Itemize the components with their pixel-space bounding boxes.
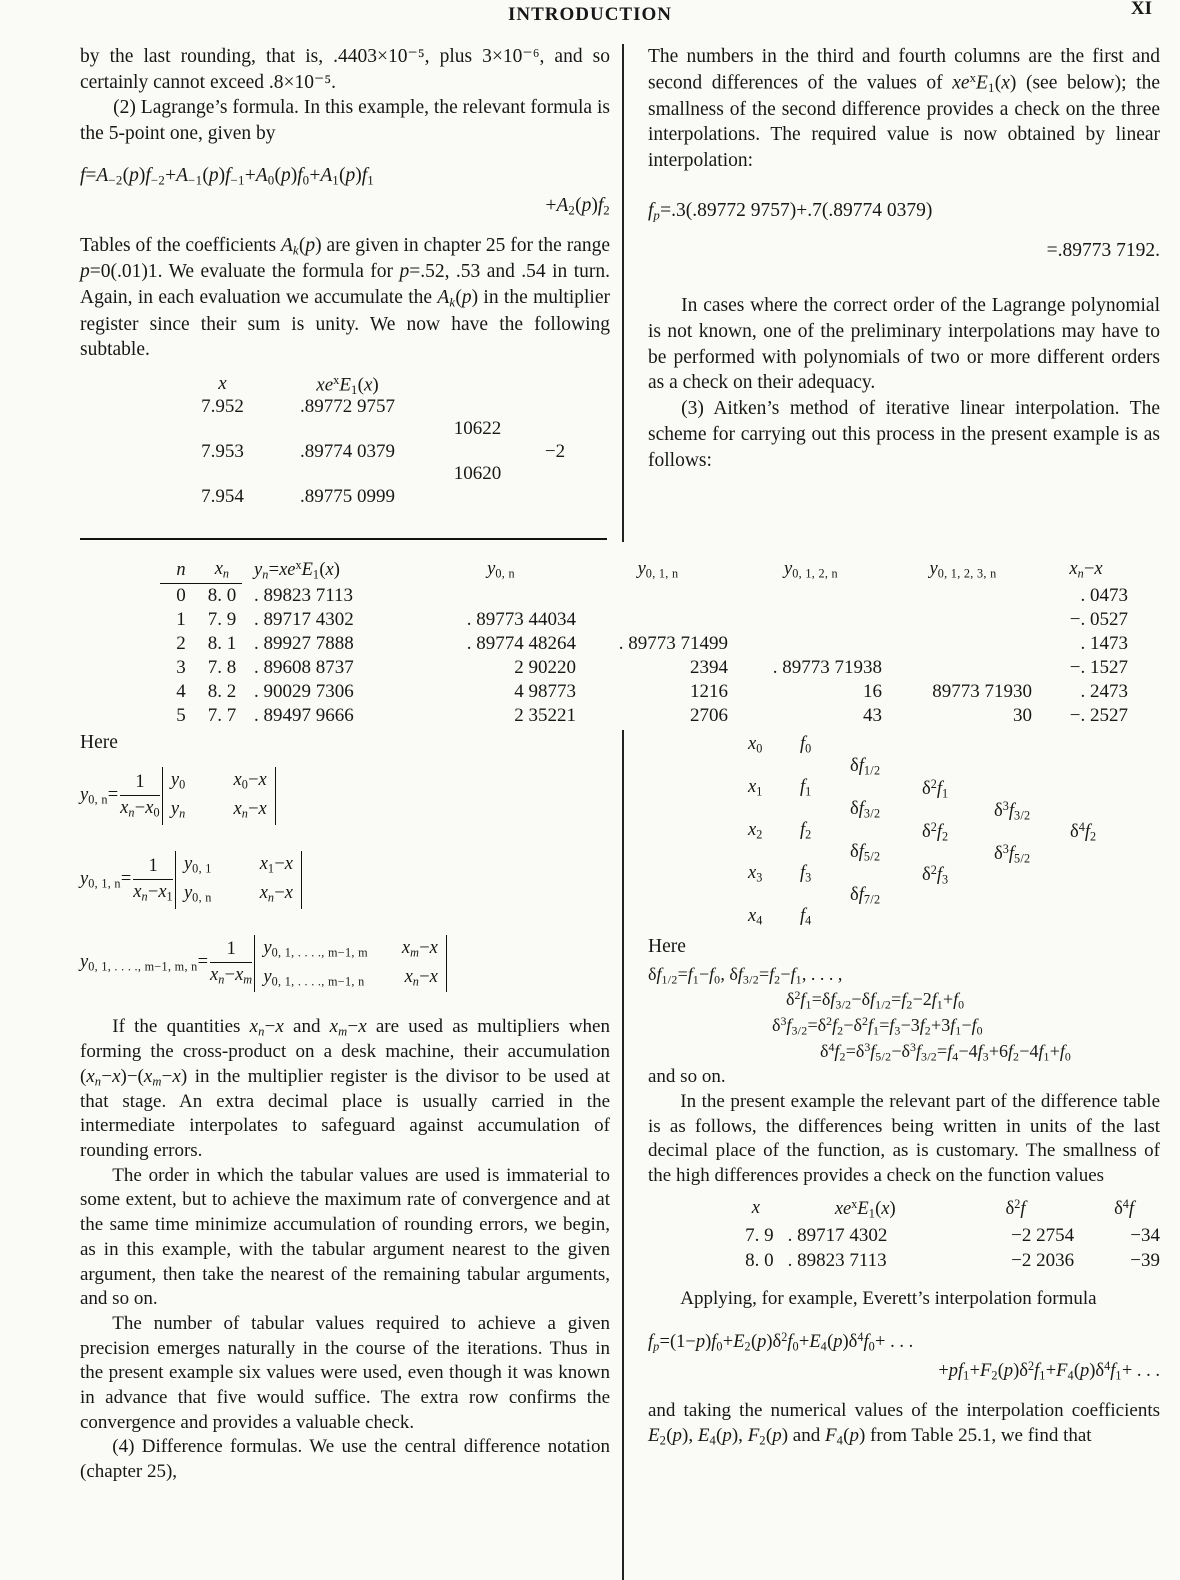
cell [414, 584, 576, 609]
linear-interpolation-result [648, 196, 1160, 265]
det3-numerator: 1 [210, 939, 252, 963]
cell [882, 584, 1032, 609]
lagrange-5point-formula [80, 161, 610, 221]
cell: −34 [1130, 1225, 1160, 1247]
diagram-x4: $x_4$ [748, 906, 763, 928]
subtable-diff1-1: 10620 [453, 463, 502, 485]
det1-fraction [120, 772, 160, 820]
paragraph-aitken-method: (3) Aitken’s method of iterative linear interpolation. The scheme for carrying out this process in the present example is as follows: [648, 398, 1160, 471]
difference-diagram [748, 734, 1160, 928]
paragraph-present-example: In the present example the relevant part of the difference table is as follows, the differences being written in units of the last decimal place of the function, as is customary. The smallness of the high differences provides a check on the function values [648, 1090, 1160, 1186]
subtable-header-x: x [218, 373, 227, 395]
delta-line-2: $\delta^2f_1=\delta f_{3/2}-\delta f_{1/2}=f_2-2f_1+f_0$ [786, 988, 965, 1012]
cell [882, 656, 1032, 680]
cell: 4 98773 [514, 681, 576, 702]
cell: . 89497 9666 [254, 705, 354, 726]
paragraph-number-of-values: The number of tabular values required to achieve a given precision emerges naturally in the course of the iterations. Thus in the present example six values were used, even though it was known in advance that five would suffice. The extra row confirms the convergence and provides a valuable check. [80, 1312, 610, 1433]
table-row [160, 632, 1128, 656]
cell: . 89774 48264 [466, 633, 576, 654]
lower-left-column [80, 730, 610, 1580]
cell: −2 2754 [1011, 1225, 1075, 1247]
cell: 3 [176, 657, 186, 678]
diagram-df32: $\delta f_{3/2}$ [850, 798, 881, 820]
dtable-header-y: $xe^xE_1(x)$ [834, 1196, 896, 1221]
cell: 89773 71930 [932, 681, 1032, 702]
cell: −. 0527 [1069, 609, 1128, 630]
interpolation-subtable [180, 373, 610, 508]
aitken-header-y0123n: $y_{0, 1, 2, 3, n}$ [929, 559, 997, 581]
aitken-header-xnx: $x_n-x$ [1069, 559, 1103, 581]
table-row [160, 584, 1128, 609]
det3-denominator: $x_n-x_m$ [210, 965, 253, 987]
dtable-header-x: x [751, 1198, 760, 1219]
here-label-right: Here [648, 935, 686, 957]
cell: 2394 [690, 657, 728, 678]
table-row [160, 608, 1128, 632]
paragraph-rounding: by the last rounding, that is, .4403×10⁻⁵, plus 3×10⁻⁶, and so certainly cannot exceed .8×10⁻⁵. [80, 46, 610, 93]
cell: 2 [176, 633, 186, 654]
delta-definitions [648, 962, 1160, 1066]
subtable-y-2: .89775 0999 [300, 485, 395, 507]
paragraph-numbers-columns: The numbers in the third and fourth columns are the first and second differences of the values of $xe^xE_1(x)$ (see below); the smallness of the second difference provides a check on the three interpolations. The required value is now obtained by linear interpolation: [648, 46, 1160, 172]
det1-determinant [162, 767, 276, 825]
subtable-header-y: $xe^xE_1(x)$ [316, 373, 379, 397]
det1-numerator: 1 [120, 772, 160, 796]
cell: 8. 2 [207, 681, 237, 702]
cell: 1 [176, 609, 186, 630]
diagram-f0: $f_0$ [800, 734, 812, 756]
subtable-diff2: −2 [544, 440, 566, 462]
cell: 1216 [690, 681, 728, 702]
diagram-df52: $\delta f_{5/2}$ [850, 841, 881, 863]
cell: . 89773 71499 [618, 633, 728, 654]
subtable-x-2: 7.954 [201, 485, 244, 507]
diagram-d2f1: $\delta^2f_1$ [922, 777, 949, 801]
upper-left-column [80, 44, 610, 542]
cell: 7. 9 [207, 609, 237, 630]
subtable-diff1-0: 10622 [453, 418, 502, 440]
cell: 30 [1013, 705, 1032, 726]
diagram-x0: $x_0$ [748, 734, 763, 756]
cell: . 90029 7306 [254, 681, 354, 702]
aitken-header-row [160, 558, 1128, 584]
fp-line-1: $f_p=.3(.89772$ 9757)+.7(.89774 0379) [648, 199, 933, 223]
cell: . 89717 4302 [787, 1225, 888, 1247]
det3-m22: $x_n-x$ [404, 967, 438, 989]
diagram-x3: $x_3$ [748, 863, 763, 885]
det3-m21: $y_{0, 1, . . . ., m-1, n}$ [263, 967, 365, 989]
diagram-df72: $\delta f_{7/2}$ [850, 884, 881, 906]
cell: 16 [863, 681, 882, 702]
delta-line-4: $\delta^4f_2=\delta^3f_{5/2}-\delta^3f_{3/2}=f_4-4f_3+6f_2-4f_1+f_0$ [820, 1040, 1072, 1064]
paragraph-taking-values: and taking the numerical values of the interpolation coefficients $E_2(p)$, $E_4(p)$, $F_2(p)$ and $F_4(p)$ from Table 25.1, we find that [648, 1400, 1160, 1448]
everett-line-1: $f_p=(1-p)f_0+E_2(p)\delta^2f_0+E_4(p)\delta^4f_0+$ . . . [648, 1329, 914, 1354]
delta-line-1: $\delta f_{1/2}=f_1-f_0$, $\delta f_{3/2}=f_2-f_1$, . . . , [648, 963, 843, 986]
cell [728, 608, 882, 632]
det2-m21: $y_{0, n}$ [183, 883, 212, 905]
paragraph-and-so-on: and so on. [648, 1066, 726, 1088]
dtable-header-d4f: $\delta^4f$ [1114, 1197, 1135, 1220]
cell: 4 [176, 681, 186, 702]
det2-m12: $x_1-x$ [259, 853, 293, 876]
everett-formula [648, 1328, 1160, 1386]
cell: 5 [176, 705, 186, 726]
det2-fraction [133, 856, 173, 904]
cell: −. 2527 [1069, 705, 1128, 726]
cell: 7. 8 [207, 657, 237, 678]
aitken-header-y012n: $y_{0, 1, 2, n}$ [784, 559, 838, 581]
dtable-header-d2f: $\delta^2f$ [1005, 1197, 1026, 1220]
cell: . 1473 [1080, 633, 1128, 654]
cell: 2 35221 [514, 705, 576, 726]
subtable-y-0: .89772 9757 [300, 395, 395, 417]
cell: . 89823 7113 [787, 1250, 887, 1272]
diagram-f4: $f_4$ [800, 906, 812, 928]
cell: 7. 7 [207, 705, 237, 726]
fp-line-2: =.89773 7192. [1046, 239, 1160, 261]
det3-m11: $y_{0, 1, . . . ., m-1, m}$ [263, 937, 368, 960]
lower-right-column [648, 730, 1160, 1580]
cell [882, 632, 1032, 656]
aitken-header-yn: $y_n=xe^xE_1(x)$ [254, 558, 340, 582]
det2-lhs: $y_{0, 1, n}=$ [80, 868, 132, 890]
cell: 43 [863, 705, 882, 726]
det2-m22: $x_n-x$ [259, 883, 293, 905]
cell: . 89717 4302 [254, 609, 354, 630]
cell: . 0473 [1080, 584, 1128, 606]
diagram-d3f52: $\delta^3f_{5/2}$ [994, 841, 1031, 865]
diagram-f3: $f_3$ [800, 863, 812, 885]
det2-m11: $y_{0, 1}$ [183, 853, 212, 876]
diagram-d3f32: $\delta^3f_{3/2}$ [994, 798, 1031, 822]
det3-lhs: $y_{0, 1, . . . ., m-1, m, n}=$ [80, 952, 208, 974]
diagram-f2: $f_2$ [800, 820, 812, 842]
cell: . 89773 71938 [772, 657, 882, 678]
cell [882, 608, 1032, 632]
cell: . 89823 7113 [254, 584, 354, 606]
table-row [724, 1248, 1160, 1273]
subtable-y-1: .89774 0379 [300, 440, 395, 462]
det1-m11: $y_0$ [170, 770, 186, 792]
cell: . 89608 8737 [254, 657, 354, 678]
determinant-formula-3 [80, 935, 610, 993]
upper-columns [0, 44, 1180, 542]
column-divider-lower [622, 730, 624, 1580]
paragraph-quantities: If the quantities $x_n-x$ and $x_m-x$ are used as multipliers when forming the cross-product on a desk machine, their accumulation $(x_n-x)-(x_m-x)$ in the multiplier register is the divisor to be used at that stage. An extra decimal place is usually carried in the intermediate interpolates to safeguard against accumulation of rounding errors. [80, 1016, 610, 1162]
diagram-f1: $f_1$ [800, 777, 812, 799]
diagram-x1: $x_1$ [748, 777, 763, 799]
det3-m12: $x_m-x$ [401, 937, 438, 960]
cell [728, 632, 882, 656]
subtable-x-0: 7.952 [201, 395, 244, 417]
paragraph-order: The order in which the tabular values are used is immaterial to some extent, but to achieve the maximum rate of convergence and at the same time minimize accumulation of rounding errors, we begin, as in this example, with the tabular argument nearest to the given argument, then take the nearest of the remaining tabular arguments, and so on. [80, 1164, 610, 1310]
det1-m22: $x_n-x$ [233, 799, 267, 821]
det1-m21: $y_n$ [170, 799, 186, 821]
diagram-d2f2: $\delta^2f_2$ [922, 820, 949, 844]
difference-table [724, 1197, 1160, 1274]
cell [576, 584, 728, 609]
diagram-x2: $x_2$ [748, 820, 763, 842]
formula-line-2: $+A_2(p)f_2$ [545, 194, 610, 218]
det2-determinant [175, 851, 302, 909]
paragraph-lagrange-formula: (2) Lagrange’s formula. In this example, the relevant formula is the 5-point one, given by [80, 97, 610, 145]
cell: 2706 [690, 705, 728, 726]
here-label-left: Here [80, 732, 118, 753]
cell: 7. 9 [745, 1225, 774, 1247]
column-divider-upper [622, 44, 624, 542]
det2-numerator: 1 [133, 856, 173, 880]
det2-denominator: $x_n-x_1$ [133, 881, 173, 903]
aitken-header-n: n [160, 558, 190, 584]
page-title: INTRODUCTION [507, 4, 673, 25]
everett-line-2: $+pf_1+F_2(p)\delta^2f_1+F_4(p)\delta^4f_1+$ . . . [938, 1358, 1160, 1383]
paragraph-applying-everett: Applying, for example, Everett’s interpolation formula [680, 1288, 1097, 1310]
column-bottom-rule [80, 538, 607, 541]
aitken-header-y01n: $y_{0, 1, n}$ [637, 559, 679, 581]
diagram-d2f3: $\delta^2f_3$ [922, 863, 949, 887]
cell [576, 608, 728, 632]
cell: 2 90220 [514, 657, 576, 678]
table-row [160, 656, 1128, 680]
cell: 8. 1 [207, 633, 237, 654]
delta-line-3: $\delta^3f_{3/2}=\delta^2f_2-\delta^2f_1=f_3-3f_2+3f_1-f_0$ [772, 1014, 983, 1038]
det3-fraction [210, 939, 252, 987]
cell: . 89773 44034 [466, 609, 576, 630]
cell: 0 [176, 585, 186, 606]
aitken-table [160, 558, 1128, 728]
cell: . 2473 [1080, 681, 1128, 702]
aitken-scheme-block [0, 558, 1180, 726]
cell: −2 2036 [1011, 1250, 1075, 1272]
det1-denominator: $x_n-x_0$ [120, 797, 160, 820]
formula-line-1: $f=A_{-2}(p)f_{-2}+A_{-1}(p)f_{-1}+A_0(p)f_0+A_1(p)f_1$ [80, 164, 374, 188]
diagram-d4f2: $\delta^4f_2$ [1070, 820, 1097, 844]
det3-determinant [254, 935, 446, 993]
paragraph-tables-coefficients: Tables of the coefficients $A_k(p)$ are given in chapter 25 for the range p=0(.01)1. We evaluate the formula for p=.52, .53 and .54 in turn. Again, in each evaluation we accumulate the $A_k(p)$ in the multiplier register since their sum is unity. We now have the following subtable. [80, 234, 611, 361]
table-row [724, 1223, 1160, 1248]
running-head [0, 0, 1180, 34]
determinant-formula-2 [80, 851, 610, 909]
table-row [160, 680, 1128, 704]
cell: 8. 0 [745, 1250, 774, 1272]
cell: −. 1527 [1069, 657, 1128, 678]
cell: . 89927 7888 [254, 633, 354, 654]
page-number: XI [1130, 0, 1152, 19]
determinant-formula-1 [80, 767, 610, 825]
aitken-header-y0n: $y_{0, n}$ [487, 559, 515, 581]
cell [728, 584, 882, 609]
cell: −39 [1130, 1250, 1160, 1272]
lower-columns [0, 730, 1180, 1580]
paragraph-difference-formulas: (4) Difference formulas. We use the central difference notation (chapter 25), [80, 1436, 610, 1483]
aitken-header-xn: $x_n$ [190, 558, 242, 584]
subtable-x-1: 7.953 [201, 440, 244, 462]
table-row [160, 704, 1128, 728]
dtable-header-row [724, 1197, 1160, 1224]
det1-lhs: $y_{0, n}=$ [80, 784, 119, 807]
upper-right-column [648, 44, 1160, 542]
diagram-df12: $\delta f_{1/2}$ [850, 755, 881, 777]
cell: 8. 0 [207, 585, 237, 606]
paragraph-cases-order: In cases where the correct order of the Lagrange polynomial is not known, one of the preliminary interpolations may have to be performed with polynomials of two or more different orders as a check on their adequacy. [648, 295, 1160, 394]
det1-m12: $x_0-x$ [233, 770, 267, 792]
